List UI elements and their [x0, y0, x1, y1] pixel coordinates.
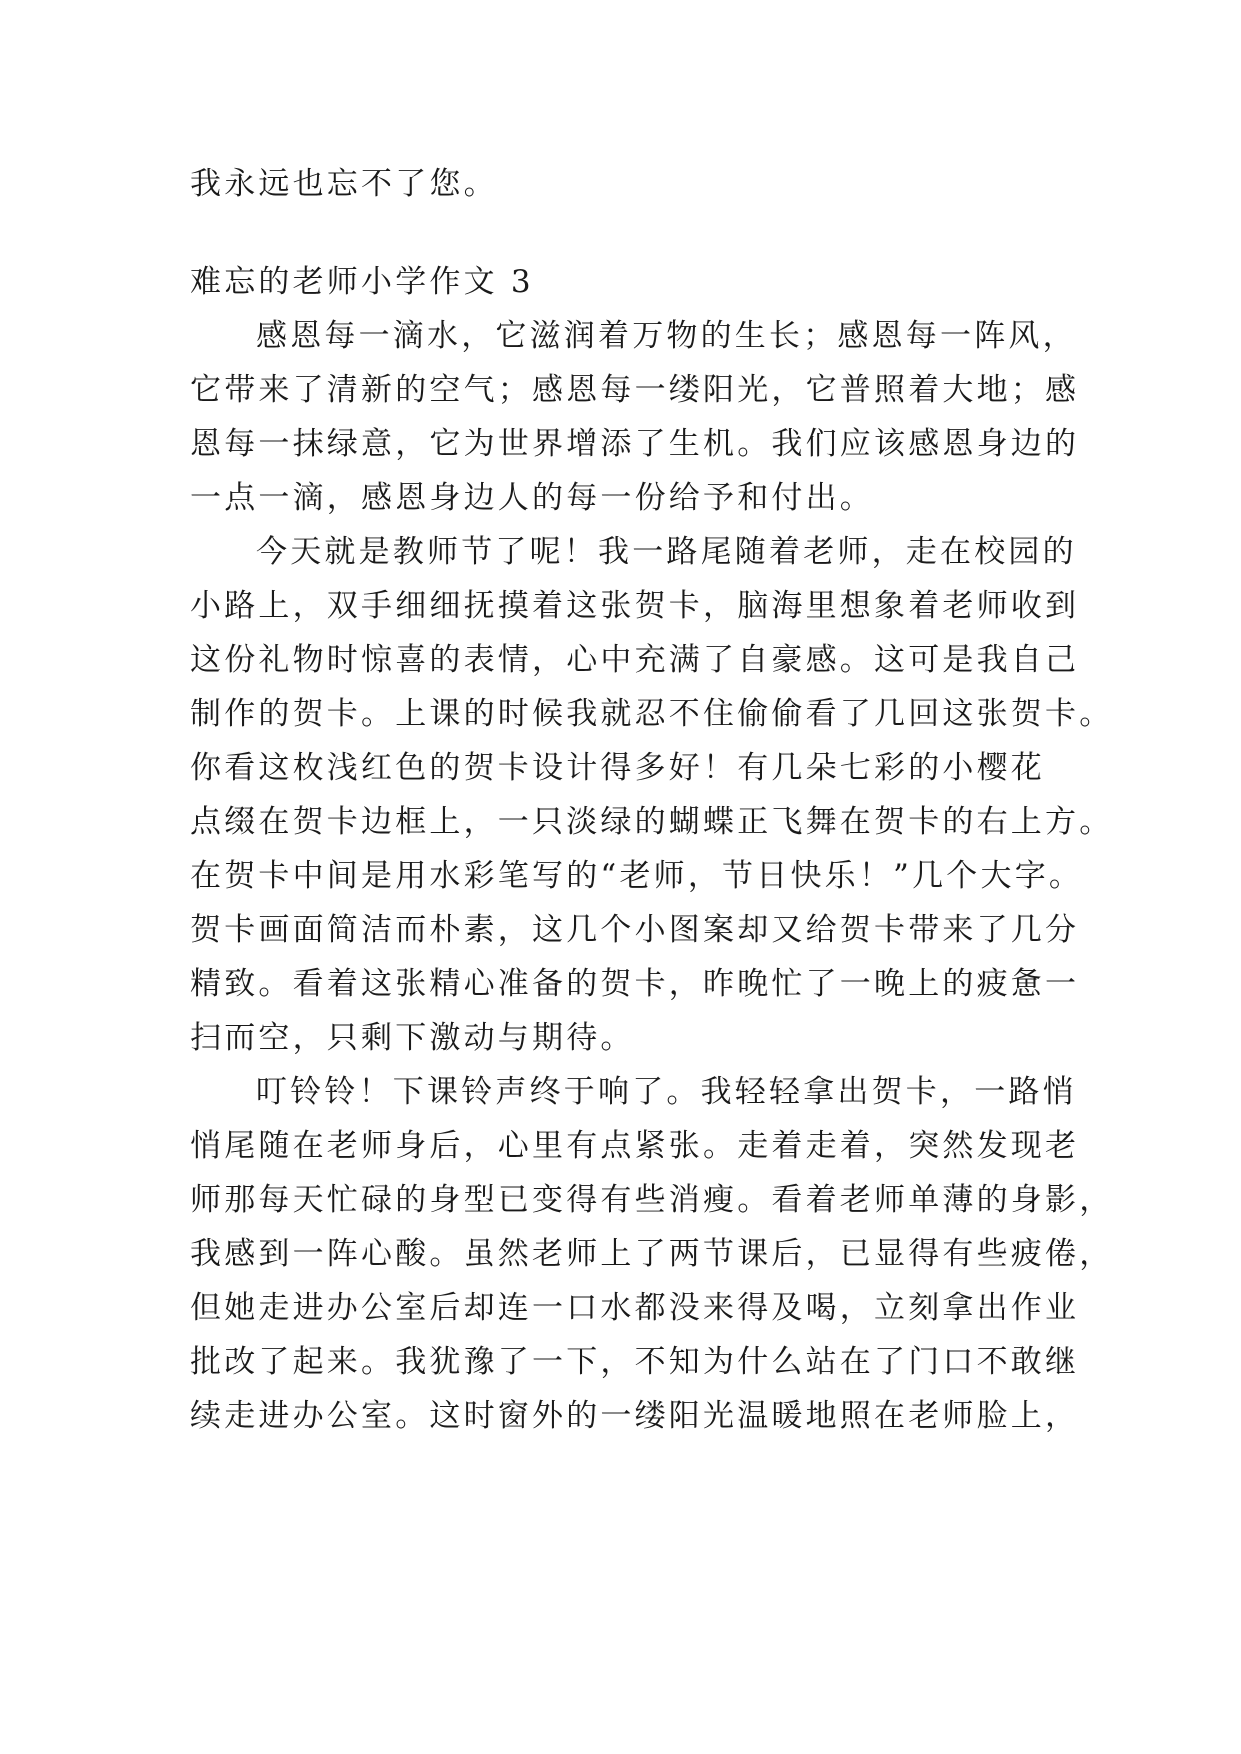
paragraph-line: 感恩每一滴水，它滋润着万物的生长；感恩每一阵风，	[256, 318, 1077, 354]
paragraph-line: 扫而空，只剩下激动与期待。	[190, 1020, 635, 1056]
closing-line: 我永远也忘不了您。	[190, 166, 498, 202]
paragraph-line: 悄尾随在老师身后，心里有点紧张。走着走着，突然发现老	[190, 1128, 1080, 1164]
paragraph-line: 这份礼物时惊喜的表情，心中充满了自豪感。这可是我自己	[190, 642, 1080, 678]
paragraph-line: 但她走进办公室后却连一口水都没来得及喝，立刻拿出作业	[190, 1290, 1080, 1326]
paragraph-line: 在贺卡中间是用水彩笔写的“老师，节日快乐！”几个大字。	[190, 858, 1084, 894]
paragraph-line: 制作的贺卡。上课的时候我就忍不住偷偷看了几回这张贺卡。	[190, 696, 1114, 732]
essay-title: 难忘的老师小学作文 3	[190, 264, 534, 300]
paragraph-line: 叮铃铃！下课铃声终于响了。我轻轻拿出贺卡，一路悄	[256, 1074, 1077, 1110]
paragraph-line: 师那每天忙碌的身型已变得有些消瘦。看着老师单薄的身影，	[190, 1182, 1114, 1218]
paragraph-line: 点缀在贺卡边框上，一只淡绿的蝴蝶正飞舞在贺卡的右上方。	[190, 804, 1114, 840]
paragraph-line: 恩每一抹绿意，它为世界增添了生机。我们应该感恩身边的	[190, 426, 1080, 462]
paragraph-line: 一点一滴，感恩身边人的每一份给予和付出。	[190, 480, 874, 516]
paragraph-line: 批改了起来。我犹豫了一下，不知为什么站在了门口不敢继	[190, 1344, 1080, 1380]
paragraph-3	[190, 1065, 1114, 1443]
paragraph-line: 精致。看着这张精心准备的贺卡，昨晚忙了一晚上的疲惫一	[190, 966, 1080, 1002]
paragraph-line: 今天就是教师节了呢！我一路尾随着老师，走在校园的	[256, 534, 1077, 570]
paragraph-line: 小路上，双手细细抚摸着这张贺卡，脑海里想象着老师收到	[190, 588, 1080, 624]
document-body	[190, 157, 1114, 1443]
paragraph-line: 我感到一阵心酸。虽然老师上了两节课后，已显得有些疲倦，	[190, 1236, 1114, 1272]
paragraph-line: 它带来了清新的空气；感恩每一缕阳光，它普照着大地；感	[190, 372, 1080, 408]
paragraph-2	[190, 525, 1114, 1065]
paragraph-line: 贺卡画面简洁而朴素，这几个小图案却又给贺卡带来了几分	[190, 912, 1080, 948]
paragraph-line: 你看这枚浅红色的贺卡设计得多好！有几朵七彩的小樱花	[190, 750, 1045, 786]
paragraph-line: 续走进办公室。这时窗外的一缕阳光温暖地照在老师脸上，	[190, 1398, 1080, 1434]
paragraph-1	[190, 309, 1080, 525]
